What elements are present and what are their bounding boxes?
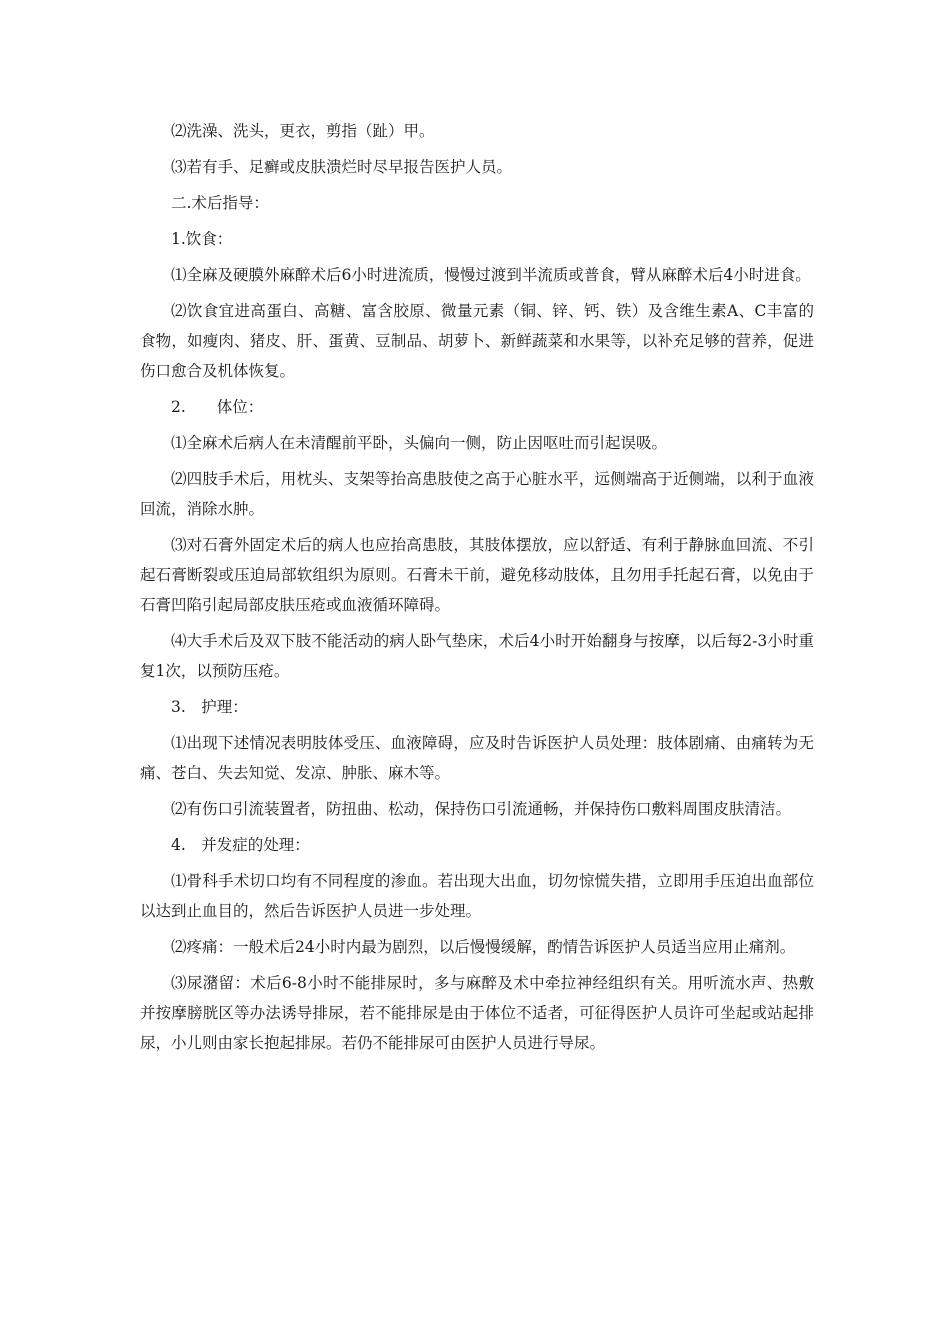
subheading-complications: 4. 并发症的处理： [171, 836, 310, 854]
subheading-diet: 1.饮食： [171, 230, 233, 248]
paragraph-bathing: ⑵洗澡、洗头，更衣，剪指（趾）甲。 [171, 122, 435, 140]
section-heading-postop: 二.术后指导： [171, 194, 269, 212]
subheading-nursing: 3. 护理： [171, 698, 248, 716]
paragraph-skin-report: ⑶若有手、足癣或皮肤溃烂时尽早报告医护人员。 [171, 158, 513, 176]
paragraph-position-4: ⑷大手术后及双下肢不能活动的病人卧气垫床，术后4小时开始翻身与按摩，以后每2-3小时重复1次，以预防压疮。 [140, 632, 814, 680]
paragraph-complication-2: ⑵疼痛：一般术后24小时内最为剧烈，以后慢慢缓解，酌情告诉医护人员适当应用止痛剂。 [171, 938, 796, 956]
paragraph-complication-1: ⑴骨科手术切口均有不同程度的渗血。若出现大出血，切勿惊慌失措，立即用手压迫出血部位以达到止血目的，然后告诉医护人员进一步处理。 [140, 872, 814, 920]
paragraph-diet-2: ⑵饮食宜进高蛋白、高糖、富含胶原、微量元素（铜、锌、钙、铁）及含维生素A、C丰富的食物，如瘦肉、猪皮、肝、蛋黄、豆制品、胡萝卜、新鲜蔬菜和水果等，以补充足够的营养，促进伤口愈合及机体恢复。 [140, 302, 814, 380]
paragraph-position-1: ⑴全麻术后病人在未清醒前平卧，头偏向一侧，防止因呕吐而引起误吸。 [171, 434, 668, 452]
paragraph-position-3: ⑶对石膏外固定术后的病人也应抬高患肢，其肢体摆放，应以舒适、有利于静脉血回流、不引起石膏断裂或压迫局部软组织为原则。石膏未干前，避免移动肢体，且勿用手托起石膏，以免由于石膏凹陷引起局部皮肤压疮或血液循环障碍。 [140, 536, 814, 614]
paragraph-nursing-2: ⑵有伤口引流装置者，防扭曲、松动，保持伤口引流通畅，并保持伤口敷料周围皮肤清洁。 [171, 800, 792, 818]
paragraph-diet-1: ⑴全麻及硬膜外麻醉术后6小时进流质，慢慢过渡到半流质或普食，臂从麻醉术后4小时进食。 [171, 266, 811, 284]
paragraph-nursing-1: ⑴出现下述情况表明肢体受压、血液障碍，应及时告诉医护人员处理：肢体剧痛、由痛转为无痛、苍白、失去知觉、发凉、肿胀、麻木等。 [140, 734, 814, 782]
paragraph-complication-3: ⑶尿潴留：术后6-8小时不能排尿时，多与麻醉及术中牵拉神经组织有关。用听流水声、热敷并按摩膀胱区等办法诱导排尿，若不能排尿是由于体位不适者，可征得医护人员许可坐起或站起排尿，小儿则由家长抱起排尿。若仍不能排尿可由医护人员进行导尿。 [140, 974, 814, 1052]
document-body [140, 116, 814, 1064]
paragraph-position-2: ⑵四肢手术后，用枕头、支架等抬高患肢使之高于心脏水平，远侧端高于近侧端，以利于血液回流，消除水肿。 [140, 470, 814, 518]
subheading-position: 2. 体位： [171, 398, 264, 416]
